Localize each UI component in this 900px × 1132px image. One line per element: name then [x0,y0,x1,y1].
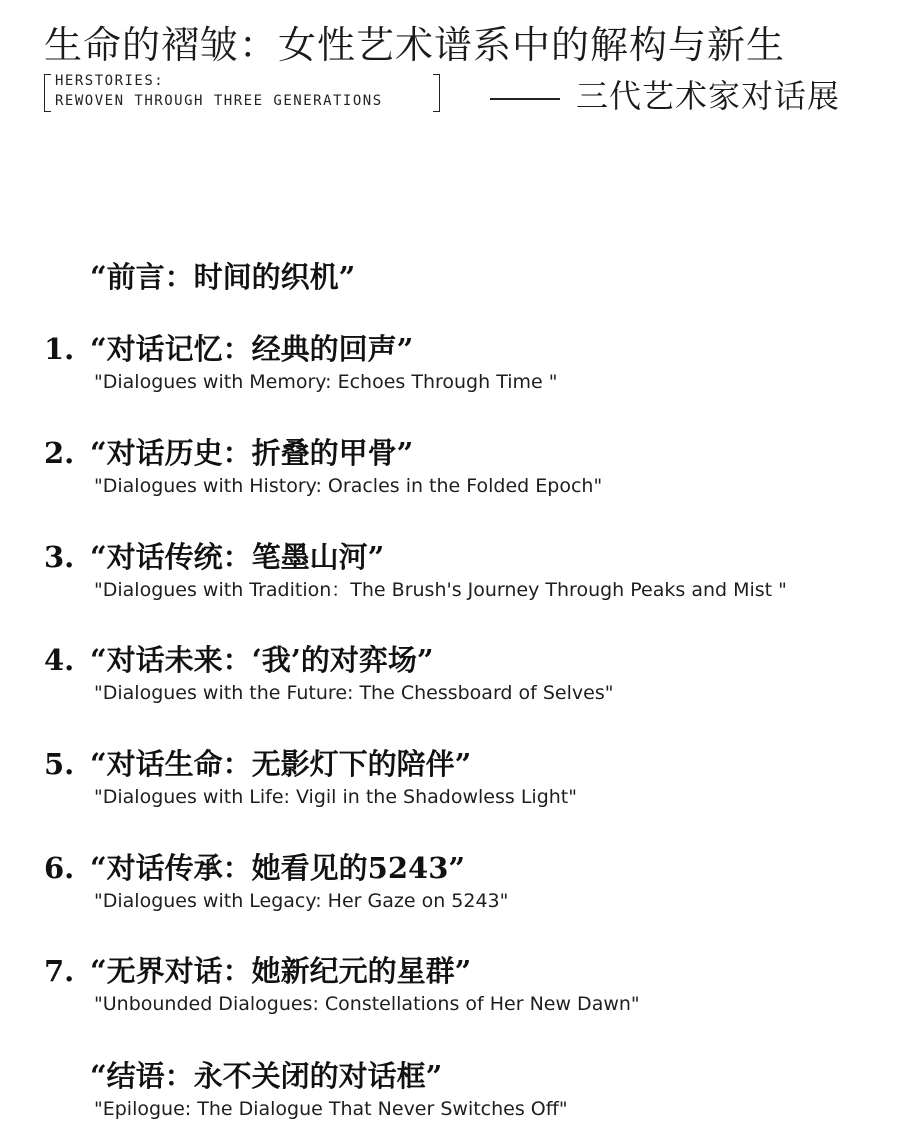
section-english-title: "Dialogues with Tradition：The Brush's Journey Through Peaks and Mist " [94,579,787,601]
left-bracket [44,74,51,112]
preface-title: “前言：时间的织机” [90,260,356,294]
subtitle-dash [490,98,560,100]
section-title: “对话未来：‘我’的对弈场” [90,643,434,677]
section-english-title: "Dialogues with the Future: The Chessboard of Selves" [94,682,614,704]
section-title: “对话传承：她看见的5243” [90,851,466,885]
section-number: 4. [44,643,75,677]
section-title: “对话历史：折叠的甲骨” [90,436,414,470]
section-number: 3. [44,540,75,574]
section-title: “对话生命：无影灯下的陪伴” [90,747,472,781]
section-english-title: "Dialogues with Life: Vigil in the Shadowless Light" [94,786,577,808]
section-english-title: "Dialogues with History: Oracles in the Folded Epoch" [94,475,603,497]
english-title-line-2: REWOVEN THROUGH THREE GENERATIONS [55,93,383,109]
section-number: 5. [44,747,75,781]
section-number: 7. [44,954,75,988]
subtitle-text: 三代艺术家对话展 [576,77,841,115]
section-english-title: "Dialogues with Legacy: Her Gaze on 5243" [94,890,509,912]
english-title-line-1: HERSTORIES: [55,73,165,89]
epilogue-title: “结语：永不关闭的对话框” [90,1059,443,1093]
epilogue-english-title: "Epilogue: The Dialogue That Never Switches Off" [94,1098,568,1120]
exhibition-title: 生命的褶皱：女性艺术谱系中的解构与新生 [44,23,786,67]
section-title: “对话传统：笔墨山河” [90,540,385,574]
section-number: 1. [44,332,75,366]
right-bracket [433,74,440,112]
section-number: 6. [44,851,75,885]
section-title: “无界对话：她新纪元的星群” [90,954,472,988]
exhibition-subtitle [490,74,876,120]
section-number: 2. [44,436,75,470]
exhibition-english-title [44,72,440,112]
section-english-title: "Unbounded Dialogues: Constellations of Her New Dawn" [94,993,640,1015]
section-title: “对话记忆：经典的回声” [90,332,414,366]
section-english-title: "Dialogues with Memory: Echoes Through Time " [94,371,558,393]
